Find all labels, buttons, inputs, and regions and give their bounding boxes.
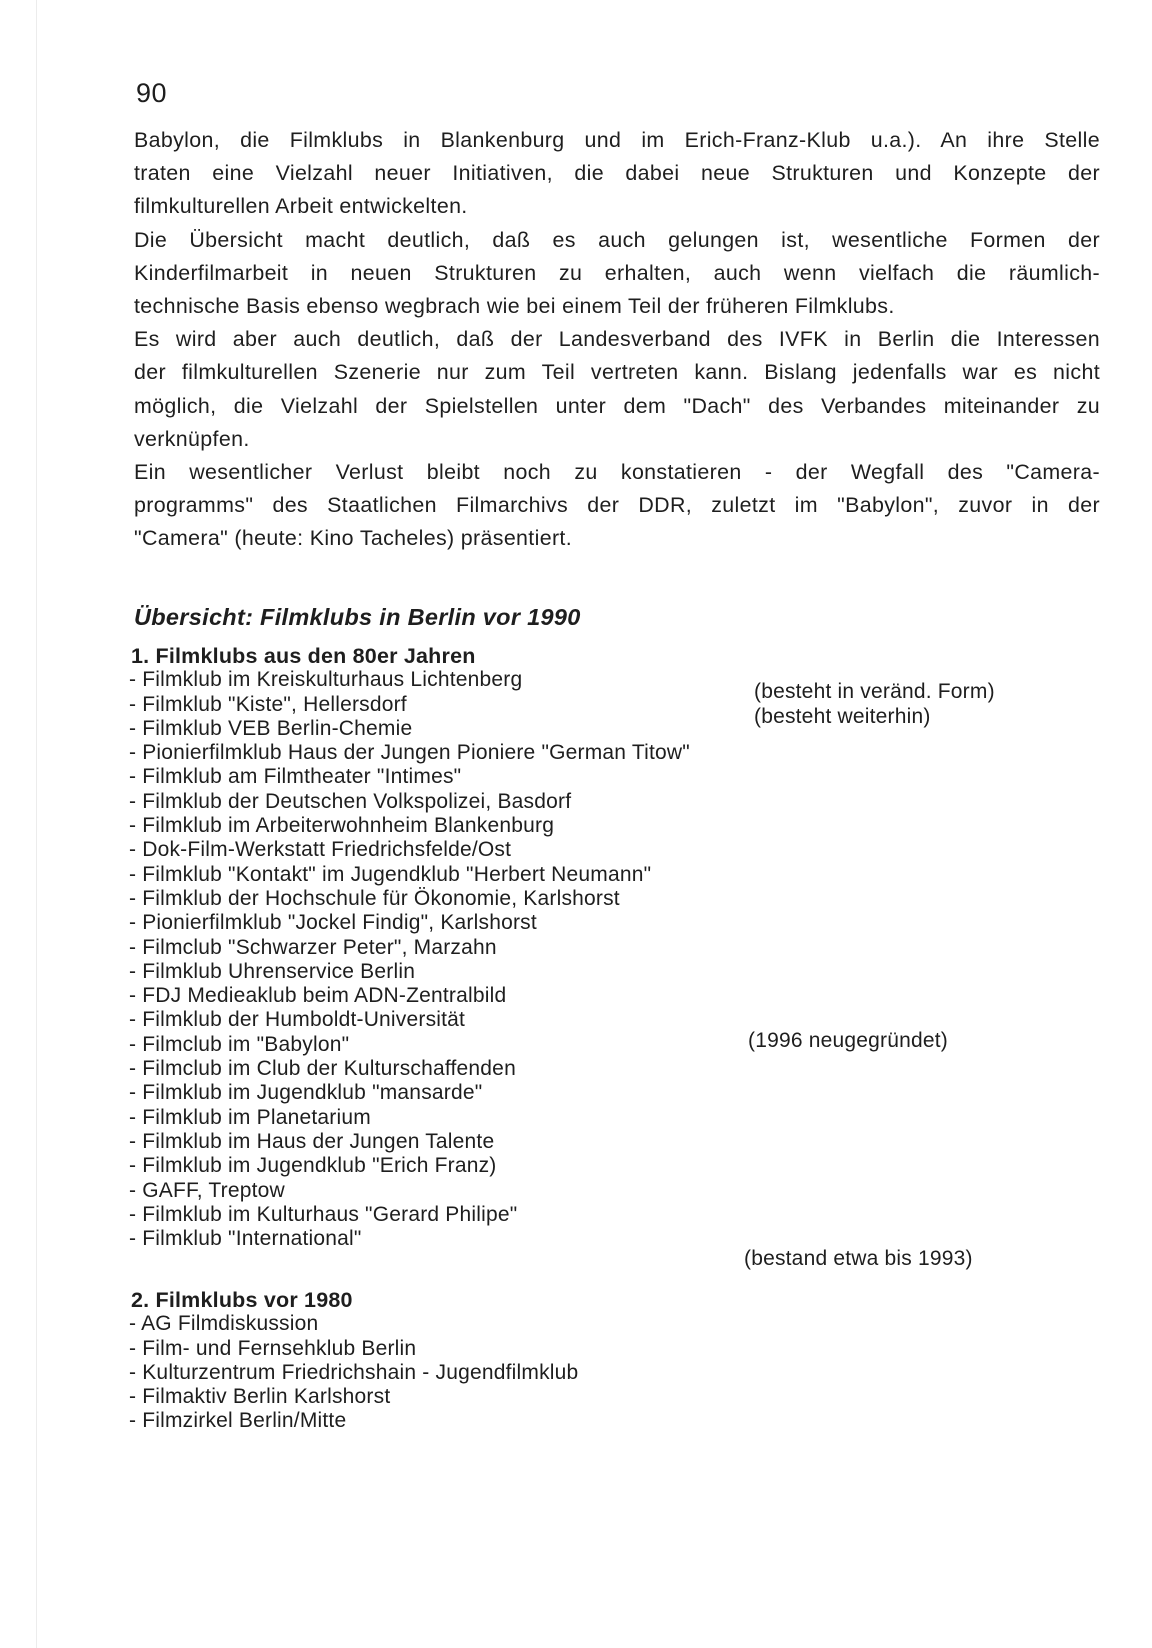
list-item: - Filmklub im Kreiskulturhaus Lichtenberg <box>129 668 523 692</box>
list-item: - Filmklub im Arbeiterwohnheim Blankenburg <box>129 814 555 838</box>
text-line: "Camera" (heute: Kino Tacheles) präsentiert. <box>134 526 573 551</box>
list-item: - Filmklub im Planetarium <box>129 1105 371 1129</box>
text-line: technische Basis ebenso wegbrach wie bei einem Teil der früheren Filmklubs. <box>134 294 895 319</box>
section-vor-1980 <box>129 1288 1029 1434</box>
text-line: verknüpfen. <box>134 426 250 451</box>
text-line: der filmkulturellen Szenerie nur zum Teil vertreten kann. Bislang jedenfalls war es nicht <box>134 360 1100 385</box>
section-title: 2. Filmklubs vor 1980 <box>131 1288 353 1312</box>
list-item: - Filmklub VEB Berlin-Chemie <box>129 716 413 740</box>
list-item: - Filmclub im "Babylon" <box>129 1032 350 1056</box>
status-note: (bestand etwa bis 1993) <box>744 1247 973 1270</box>
list-item: - Kulturzentrum Friedrichshain - Jugendfilmklub <box>129 1360 579 1384</box>
scan-edge-line <box>36 0 37 1648</box>
list-item: - Filmklub im Jugendklub "Erich Franz) <box>129 1154 497 1178</box>
text-line: programms" des Staatlichen Filmarchivs der DDR, zuletzt im "Babylon", zuvor in der <box>134 493 1100 518</box>
text-line: Ein wesentlicher Verlust bleibt noch zu konstatieren - der Wegfall des "Camera- <box>134 460 1100 485</box>
text-line: Babylon, die Filmklubs in Blankenburg und im Erich-Franz-Klub u.a.). An ihre Stelle <box>134 128 1100 152</box>
status-note: (besteht weiterhin) <box>754 705 931 728</box>
list-item: - Filmklub im Haus der Jungen Talente <box>129 1129 495 1153</box>
text-line: Es wird aber auch deutlich, daß der Landesverband des IVFK in Berlin die Interessen <box>134 327 1100 352</box>
list-item: - FDJ Medieaklub beim ADN-Zentralbild <box>129 984 507 1008</box>
list-item: - Filmaktiv Berlin Karlshorst <box>129 1385 391 1409</box>
paragraph <box>134 124 1100 224</box>
list-item: - Filmklub der Deutschen Volkspolizei, Basdorf <box>129 789 572 813</box>
body-text <box>134 124 1100 556</box>
section-title: 1. Filmklubs aus den 80er Jahren <box>131 644 476 668</box>
paragraph <box>134 224 1100 324</box>
list-item: - Filmklub der Hochschule für Ökonomie, Karlshorst <box>129 886 620 910</box>
list-item: - Filmklub im Kulturhaus "Gerard Philipe" <box>129 1202 518 1226</box>
list-item: - Dok-Film-Werkstatt Friedrichsfelde/Ost <box>129 838 512 862</box>
list-item: - Pionierfilmklub Haus der Jungen Pioniere "German Titow" <box>129 741 690 765</box>
text-line: traten eine Vielzahl neuer Initiativen, die dabei neue Strukturen und Konzepte der <box>134 161 1100 186</box>
list-item: - AG Filmdiskussion <box>129 1312 319 1336</box>
list-item: - Filmklub am Filmtheater "Intimes" <box>129 765 462 789</box>
list-item: - Film- und Fernsehklub Berlin <box>129 1336 417 1360</box>
list-item: - Filmklub "Kiste", Hellersdorf <box>129 692 407 716</box>
text-line: Die Übersicht macht deutlich, daß es auch gelungen ist, wesentliche Formen der <box>134 227 1100 252</box>
list-item: - GAFF, Treptow <box>129 1178 285 1202</box>
paragraph <box>134 456 1100 556</box>
list-item: - Filmklub "Kontakt" im Jugendklub "Herbert Neumann" <box>129 862 652 886</box>
club-list <box>129 1312 1029 1433</box>
list-item: - Filmklub "International" <box>129 1227 362 1251</box>
page-number: 90 <box>136 78 168 108</box>
section-80er-jahre <box>129 644 1029 1251</box>
list-item: - Pionierfilmklub "Jockel Findig", Karlshorst <box>129 911 537 935</box>
text-line: möglich, die Vielzahl der Spielstellen unter dem "Dach" des Verbandes miteinander zu <box>134 393 1100 418</box>
list-item: - Filmclub "Schwarzer Peter", Marzahn <box>129 935 497 959</box>
list-item: - Filmclub im Club der Kulturschaffenden <box>129 1057 516 1081</box>
overview-heading: Übersicht: Filmklubs in Berlin vor 1990 <box>134 604 581 630</box>
list-item: - Filmklub im Jugendklub "mansarde" <box>129 1081 483 1105</box>
paragraph <box>134 323 1100 456</box>
club-list <box>129 668 1029 1251</box>
list-item: - Filmklub der Humboldt-Universität <box>129 1008 466 1032</box>
status-note: (besteht in veränd. Form) <box>754 680 995 703</box>
list-item: - Filmklub Uhrenservice Berlin <box>129 959 416 983</box>
list-item: - Filmzirkel Berlin/Mitte <box>129 1409 347 1433</box>
text-line: Kinderfilmarbeit in neuen Strukturen zu erhalten, auch wenn vielfach die räumlich- <box>134 260 1100 285</box>
status-note: (1996 neugegründet) <box>748 1029 948 1052</box>
text-line: filmkulturellen Arbeit entwickelten. <box>134 194 468 219</box>
